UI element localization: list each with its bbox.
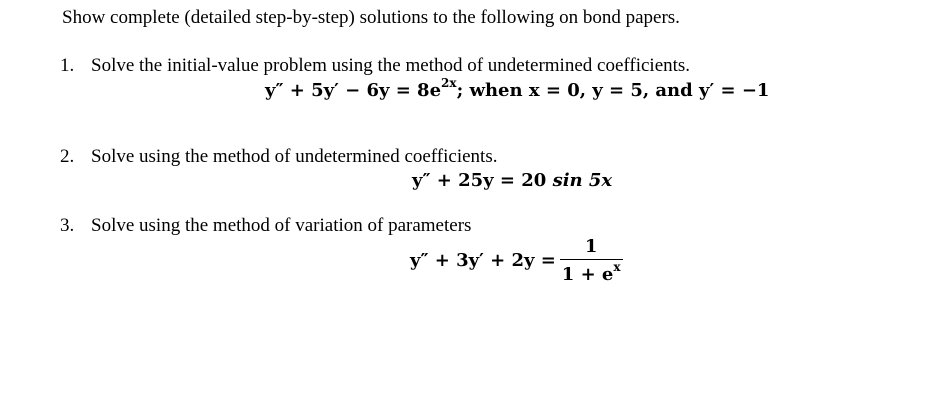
problem-1-equation <box>265 78 769 101</box>
problem-2-equation-function: sin 5x <box>552 170 613 191</box>
instructions-heading: Show complete (detailed step-by-step) solutions to the following on bond papers. <box>62 7 680 28</box>
problem-1-equation-lhs: y″ + 5y′ − 6y = 8e <box>265 80 442 101</box>
problem-3-number: 3. <box>60 215 75 236</box>
fraction-numerator: 1 <box>584 236 598 257</box>
problem-2-instruction: Solve using the method of undetermined coefficients. <box>91 146 498 167</box>
problem-1-number: 1. <box>60 55 75 76</box>
fraction-denominator-exponent: x <box>613 260 621 274</box>
problem-3-equation-lhs: y″ + 3y′ + 2y = <box>410 250 556 271</box>
problem-3 <box>60 215 471 237</box>
fraction-denominator-base: 1 + e <box>561 264 614 285</box>
problem-1-equation-conditions: ; when x = 0, y = 5, and y′ = −1 <box>456 80 770 101</box>
problem-2 <box>60 146 497 168</box>
problem-1 <box>60 55 690 77</box>
problem-1-instruction: Solve the initial-value problem using the method of undetermined coefficients. <box>91 55 691 76</box>
problem-2-number: 2. <box>60 146 75 167</box>
problem-3-instruction: Solve using the method of variation of parameters <box>91 215 472 236</box>
problem-2-equation-lhs: y″ + 25y = 20 <box>412 170 547 191</box>
fraction-denominator <box>560 259 623 285</box>
problem-2-equation <box>412 170 612 191</box>
problem-3-fraction <box>560 236 623 285</box>
problem-1-equation-exponent: 2x <box>441 76 457 90</box>
problem-3-equation <box>410 236 623 285</box>
